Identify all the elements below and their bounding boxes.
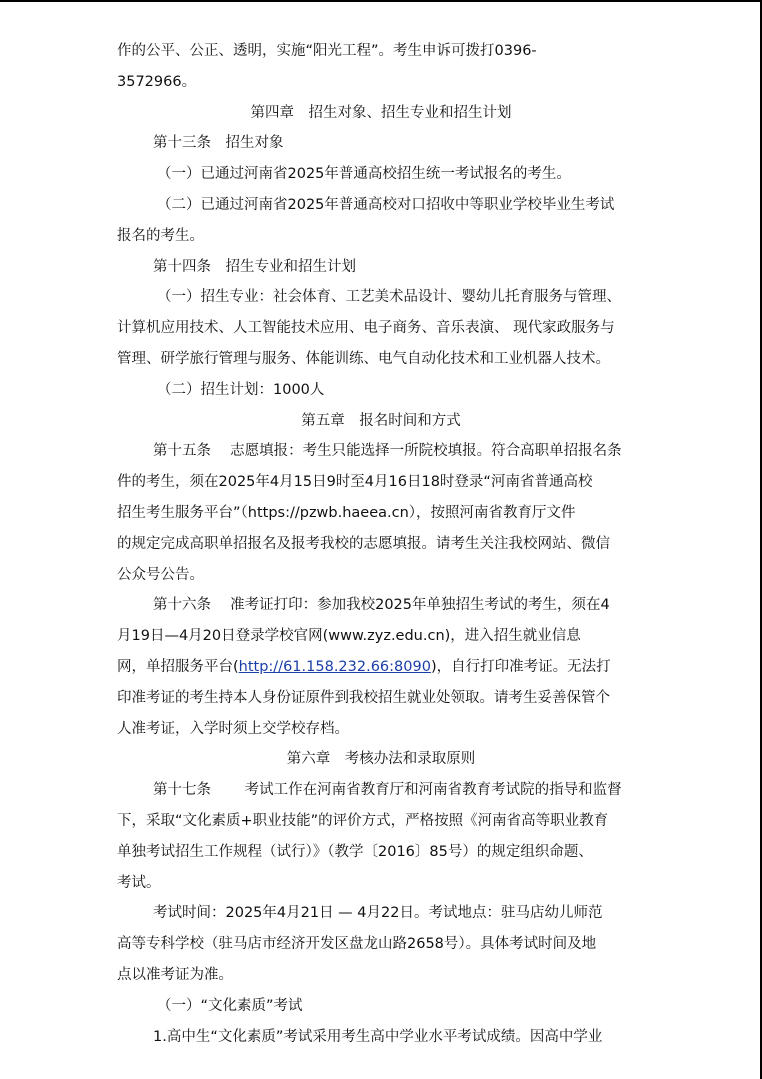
text-line: 考试。 (117, 874, 161, 891)
article-17-line: 第十七条 考试工作在河南省教育厅和河南省教育考试院的指导和监督 (153, 782, 622, 799)
section-culture-exam: （一）“文化素质”考试 (157, 997, 303, 1014)
text-line (117, 652, 645, 683)
text-span: )，自行打印准考证。无法打 (430, 658, 611, 675)
text-line: 下，采取“文化素质+职业技能”的评价方式，严格按照《河南省高等职业教育 (117, 812, 609, 829)
chapter-heading-4: 第四章 招生对象、招生专业和招生计划 (250, 104, 512, 121)
text-line: 人准考证，入学时须上交学校存档。 (117, 720, 349, 737)
text-line: （二）招生计划：1000人 (157, 381, 325, 398)
chapter-heading-6: 第六章 考核办法和录取原则 (286, 751, 476, 768)
text-line: 高等专科学校（驻马店市经济开发区盘龙山路2658号）。具体考试时间及地 (117, 936, 597, 953)
text-line: 计算机应用技术、人工智能技术应用、电子商务、音乐表演、 现代家政服务与 (117, 320, 615, 337)
text-line: 报名的考生。 (117, 227, 204, 244)
text-line: 管理、研学旅行管理与服务、体能训练、电气自动化技术和工业机器人技术。 (117, 350, 610, 367)
text-line: 招生考生服务平台”（https://pzwb.haeea.cn），按照河南省教育厅文件 (117, 504, 576, 521)
page-border-top (0, 0, 762, 2)
text-line: 单独考试招生工作规程（试行）》（教学〔2016〕85号）的规定组织命题、 (117, 843, 593, 860)
text-line: 公众号公告。 (117, 566, 204, 583)
text-span: 网，单招服务平台( (117, 658, 239, 675)
text-line: 月19日—4月20日登录学校官网(www.zyz.edu.cn)，进入招生就业信息 (117, 628, 581, 645)
text-line: （一）已通过河南省2025年普通高校招生统一考试报名的考生。 (157, 166, 571, 183)
document-body (117, 36, 645, 1052)
text-line: 的规定完成高职单招报名及报考我校的志愿填报。请考生关注我校网站、微信 (117, 535, 610, 552)
text-line: （二）已通过河南省2025年普通高校对口招收中等职业学校毕业生考试 (157, 196, 615, 213)
article-16-line: 第十六条 准考证打印：参加我校2025年单独招生考试的考生，须在4 (153, 597, 610, 614)
chapter-heading-5: 第五章 报名时间和方式 (301, 412, 461, 429)
text-line: 印准考证的考生持本人身份证原件到我校招生就业处领取。请考生妥善保管个 (117, 689, 610, 706)
exam-time-line: 考试时间：2025年4月21日 — 4月22日。考试地点：驻马店幼儿师范 (153, 905, 603, 922)
text-line: 1.高中生“文化素质”考试采用考生高中学业水平考试成绩。因高中学业 (153, 1028, 603, 1045)
article-14-title: 第十四条 招生专业和招生计划 (153, 258, 356, 275)
text-line: 件的考生，须在2025年4月15日9时至4月16日18时登录“河南省普通高校 (117, 474, 593, 491)
article-15-line: 第十五条 志愿填报：考生只能选择一所院校填报。符合高职单招报名条 (153, 443, 622, 460)
text-line: 点以准考证为准。 (117, 966, 233, 983)
text-line: （一）招生专业：社会体育、工艺美术品设计、婴幼儿托育服务与管理、 (157, 289, 621, 306)
service-platform-link[interactable]: http://61.158.232.66:8090 (238, 658, 431, 675)
text-line: 作的公平、公正、透明，实施“阳光工程”。考生申诉可拨打0396- (117, 43, 537, 59)
text-line: 3572966。 (117, 73, 197, 90)
article-13-title: 第十三条 招生对象 (153, 135, 284, 152)
